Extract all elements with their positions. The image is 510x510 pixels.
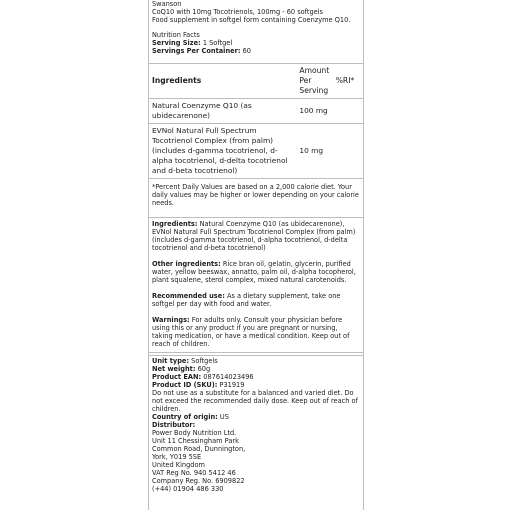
daily-value-note: [149, 179, 363, 213]
serving-size-value: 1 Softgel: [202, 39, 233, 47]
disclaimer: Do not use as a substitute for a balanced and varied diet. Do not exceed the recommended daily dose. Keep out of reach of children.: [152, 389, 358, 413]
ingredient-amount: 100 mg: [299, 106, 328, 115]
net-weight-value: 60g: [197, 365, 211, 373]
other-ingredients-paragraph: [152, 260, 360, 284]
net-weight-label: Net weight:: [152, 365, 196, 373]
other-ingredients-text: Rice bran oil, gelatin, glycerin, purified water, yellow beeswax, annatto, palm oil, d-alpha tocopherol, plant squalene, sterol complex, mixed natural carotenoids.: [152, 260, 356, 284]
distributor-line: Common Road, Dunnington,: [152, 445, 246, 453]
product-description: Food supplement in softgel form containing Coenzyme Q10.: [152, 16, 351, 24]
sku-value: P31919: [219, 381, 245, 389]
header-ri: %RI*: [335, 76, 355, 85]
header-ingredients: Ingredients: [152, 76, 202, 85]
ingredient-name: EVNol Natural Full Spectrum Tocotrienol Complex (from palm) (includes d-gamma tocotrienol, d-alpha tocotrienol, d-delta tocotrienol and d-beta tocotrienol): [152, 126, 288, 175]
warnings-paragraph: [152, 316, 360, 348]
daily-value-text: *Percent Daily Values are based on a 2,000 calorie diet. Your daily values may be higher or lower depending on your calorie needs.: [152, 183, 359, 207]
distributor-line: (+44) 01904 486 330: [152, 485, 224, 493]
ingredients-table: [149, 63, 363, 179]
serving-size-label: Serving Size:: [152, 39, 201, 47]
serving-size: [152, 39, 360, 47]
product-name: CoQ10 with 10mg Tocotrienols, 100mg - 60 softgels: [152, 8, 323, 16]
brand-name: Swanson: [152, 0, 182, 8]
unit-type: [152, 357, 360, 365]
servings-value: 60: [242, 47, 251, 55]
origin-label: Country of origin:: [152, 413, 218, 421]
table-row: [149, 124, 363, 179]
warnings-text: For adults only. Consult your physician before using this or any product if you are pregnant or nursing, taking medication, or have a medical condition. Keep out of reach of children.: [152, 316, 350, 348]
ingredients-label: Ingredients:: [152, 220, 198, 228]
distributor-line: Company Reg. No. 6909822: [152, 477, 245, 485]
servings-per-container: [152, 47, 360, 55]
distributor-line: Unit 11 Chessingham Park: [152, 437, 239, 445]
country-of-origin: [152, 413, 360, 421]
product-details: [149, 217, 363, 353]
distributor-line: United Kingdom: [152, 461, 205, 469]
product-label-sheet: [148, 0, 364, 510]
product-sku: [152, 381, 360, 389]
recommended-use-text: As a dietary supplement, take one softgel per day with food and water.: [152, 292, 341, 308]
table-row: [149, 99, 363, 124]
header-amount: Amount Per Serving: [299, 66, 330, 95]
sku-label: Product ID (SKU):: [152, 381, 218, 389]
recommended-use-paragraph: [152, 292, 360, 308]
unit-type-value: Softgels: [191, 357, 218, 365]
ingredient-ri: [333, 99, 363, 124]
distributor-line: York, Y019 5SE: [152, 453, 202, 461]
origin-value: US: [219, 413, 229, 421]
nutrition-title: Nutrition Facts: [152, 31, 200, 39]
distributor-line: Power Body Nutrition Ltd.: [152, 429, 237, 437]
distributor-line: VAT Reg No. 940 5412 46: [152, 469, 236, 477]
ingredient-amount: 10 mg: [299, 146, 324, 155]
ingredient-name: Natural Coenzyme Q10 (as ubidecarenone): [152, 101, 252, 120]
product-info: [149, 355, 363, 494]
ean-label: Product EAN:: [152, 373, 202, 381]
table-header-row: [149, 64, 363, 99]
nutrition-facts: [152, 31, 360, 55]
product-header: [149, 0, 363, 55]
ingredients-paragraph: [152, 220, 360, 252]
distributor-label: [152, 421, 360, 429]
ingredients-text: Natural Coenzyme Q10 (as ubidecarenone), EVNol Natural Full Spectrum Tocotrienol Complex (from palm) (includes d-gamma tocotrienol, d-alpha tocotrienol, d-delta tocotrienol and d-beta tocotrienol): [152, 220, 356, 252]
product-ean: [152, 373, 360, 381]
unit-type-label: Unit type:: [152, 357, 190, 365]
ingredient-ri: [333, 124, 363, 179]
ean-value: 087614023496: [203, 373, 254, 381]
servings-label: Servings Per Container:: [152, 47, 241, 55]
warnings-label: Warnings:: [152, 316, 190, 324]
recommended-use-label: Recommended use:: [152, 292, 225, 300]
other-ingredients-label: Other ingredients:: [152, 260, 221, 268]
distributor-heading: Distributor:: [152, 421, 196, 429]
net-weight: [152, 365, 360, 373]
